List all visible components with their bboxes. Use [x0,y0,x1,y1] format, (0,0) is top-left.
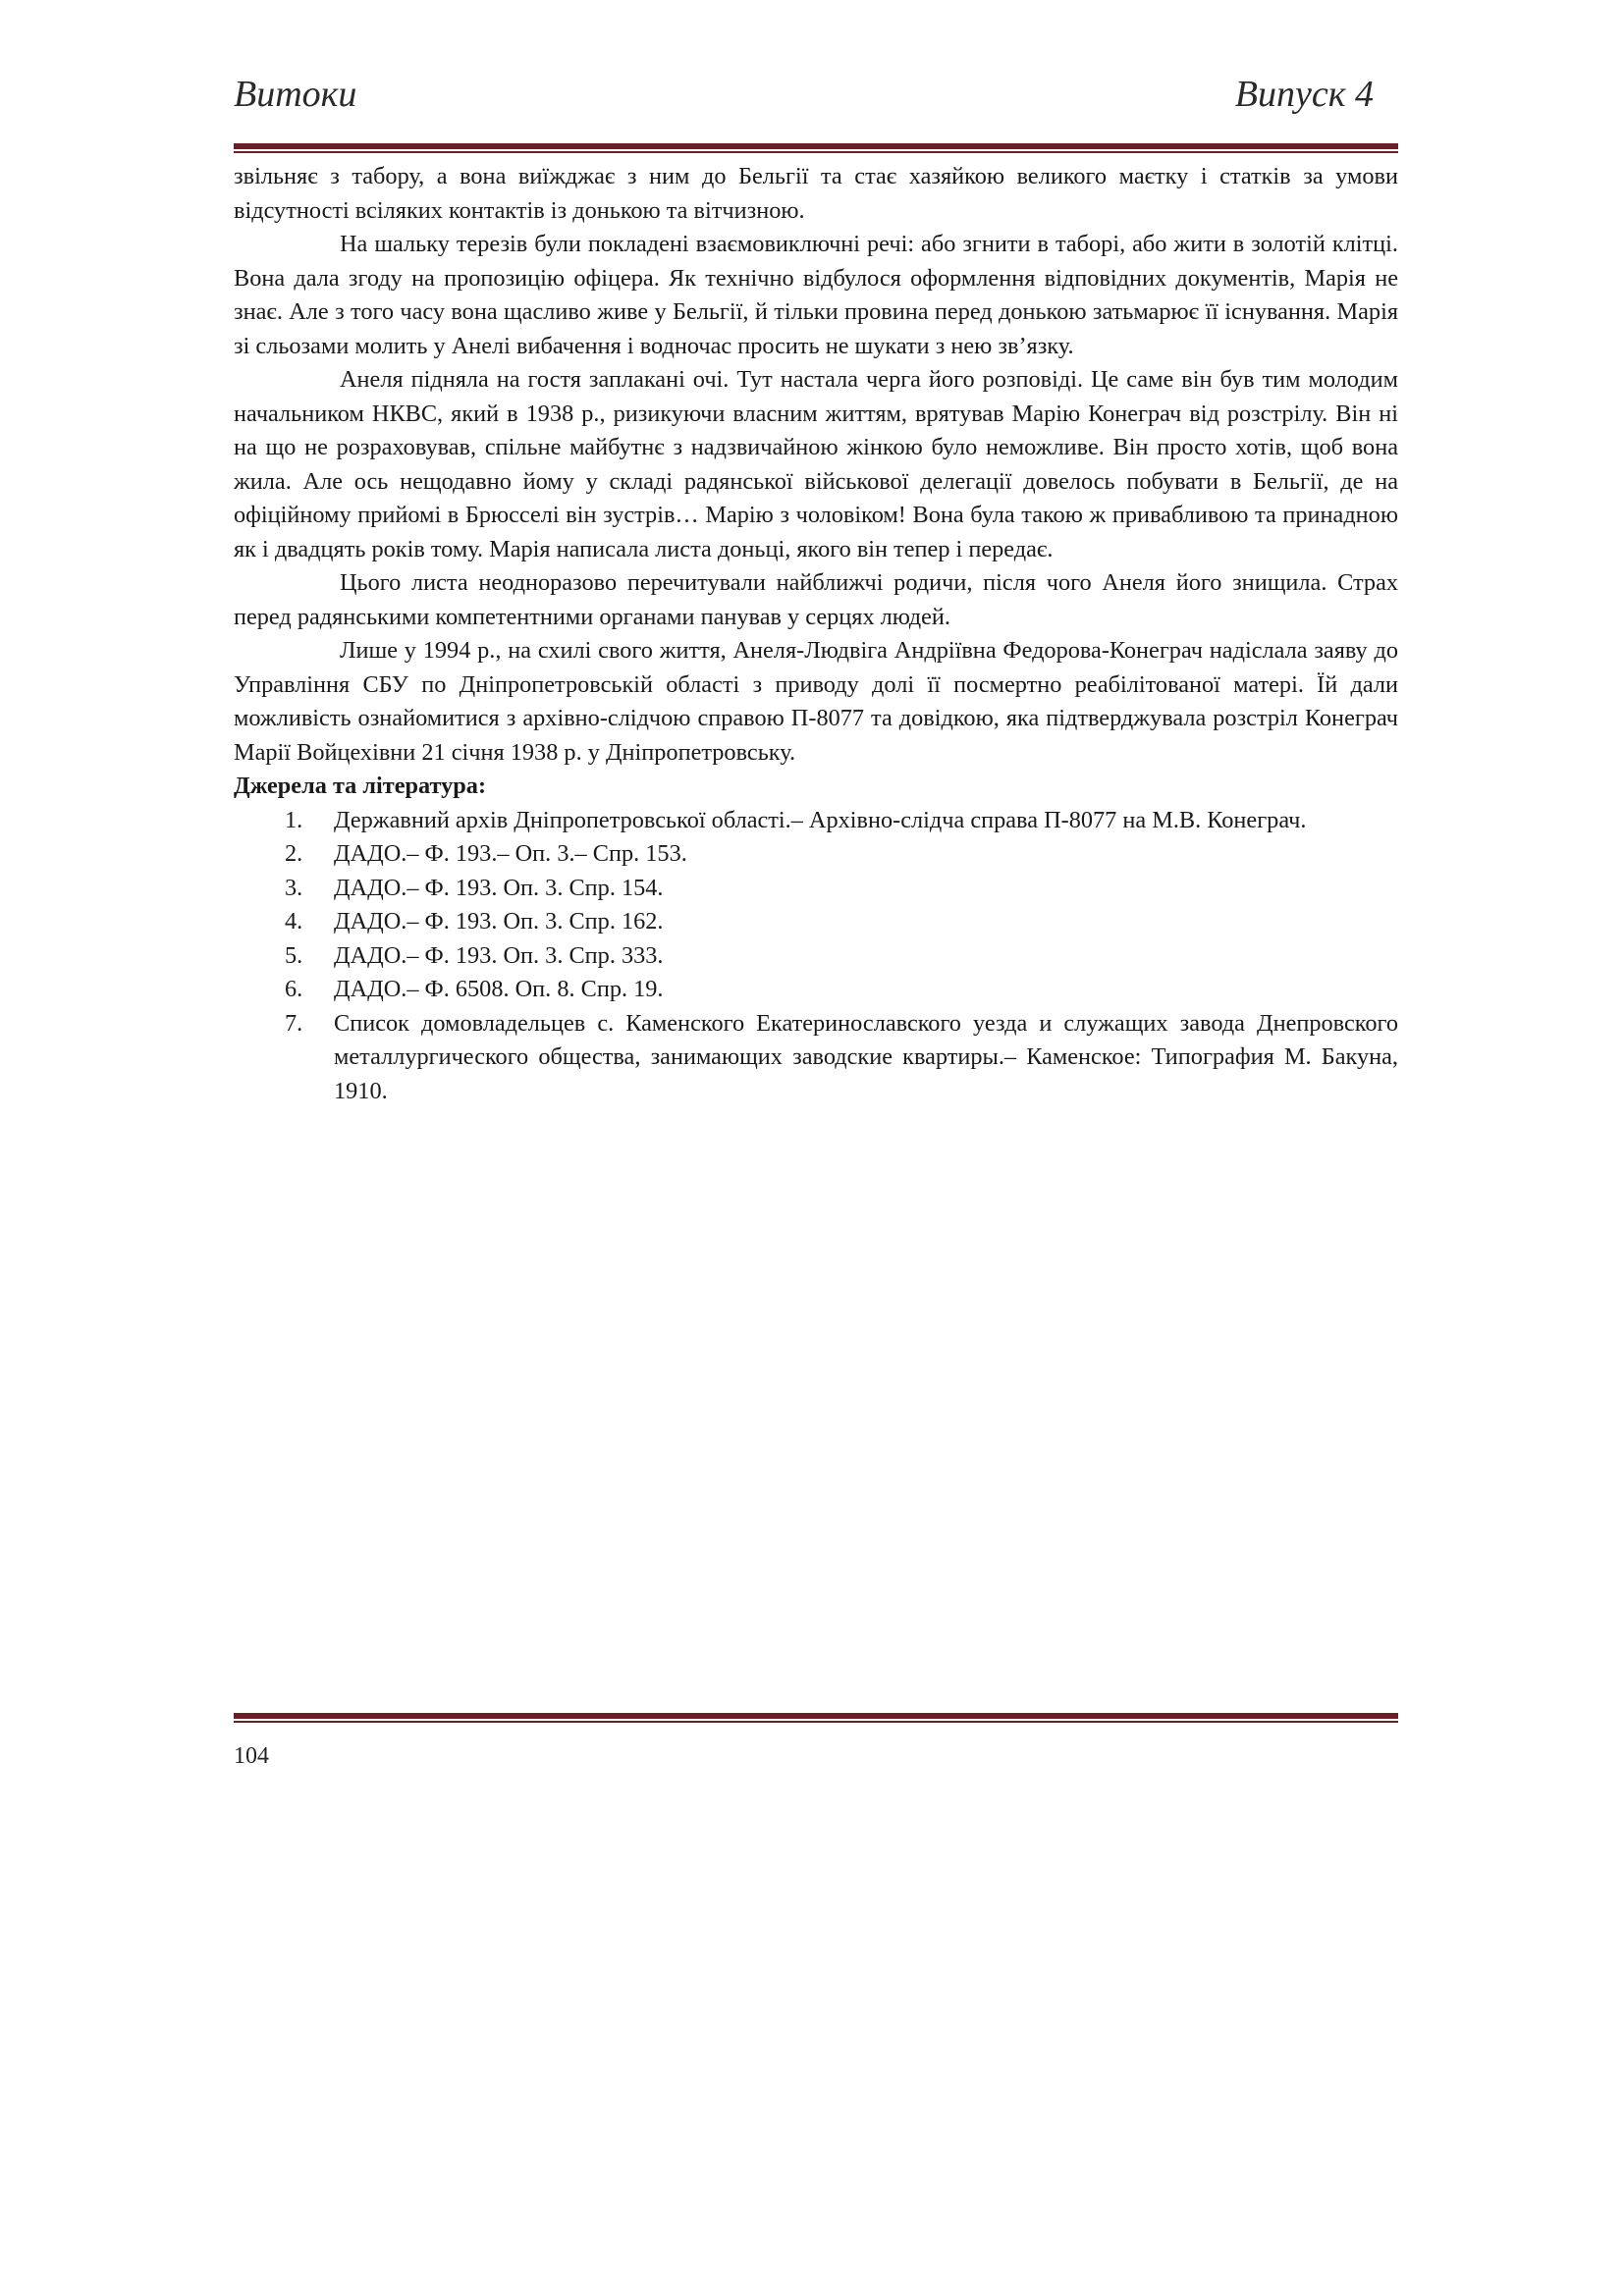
header-rule [234,143,1398,153]
article-body [234,160,1398,1108]
sources-heading: Джерела та література: [234,773,487,799]
source-item [234,1007,1398,1109]
source-number: 2. [285,840,303,867]
paragraph: звільняє з табору, а вона виїжджає з ним до Бельгії та стає хазяйкою великого маєтку і статків за умови відсутності всіляких контактів із донькою та вітчизною. [234,163,1398,224]
source-number: 3. [285,874,303,901]
issue-number: Випуск 4 [1234,74,1374,115]
source-text: Державний архів Дніпропетровської області.– Архівно-слідча справа П-8077 на М.В. Конеграч. [334,806,1307,833]
source-item [234,973,1398,1007]
source-item [234,872,1398,906]
page-number: 104 [234,1743,269,1769]
paragraph: Цього листа неодноразово перечитували найближчі родичи, після чого Анеля його знищила. Страх перед радянськими компетентними органами панував у серцях людей. [234,569,1398,630]
source-number: 4. [285,908,303,934]
source-number: 7. [285,1009,303,1037]
source-text: ДАДО.– Ф. 193.– Оп. 3.– Спр. 153. [334,840,687,867]
source-item [234,905,1398,939]
source-text: ДАДО.– Ф. 193. Оп. 3. Спр. 154. [334,874,664,901]
paragraph: На шальку терезів були покладені взаємовиключні речі: або згнити в таборі, або жити в золотій клітці. Вона дала згоду на пропозицію офіцера. Як технічно відбулося оформлення відповідних документів, Марія не знає. Але з того часу вона щасливо живе у Бельгії, й тільки провина перед донькою затьмарює її існування. Марія зі сльозами молить у Анелі вибачення і водночас просить не шукати з нею зв’язку. [234,231,1398,359]
source-text: ДАДО.– Ф. 193. Оп. 3. Спр. 333. [334,941,664,969]
source-number: 1. [285,806,303,833]
source-text: ДАДО.– Ф. 6508. Оп. 8. Спр. 19. [334,976,664,1002]
source-text: Список домовладельцев с. Каменского Екатеринославского уезда и служащих завода Днепровского металлургического общества, занимающих заводские квартиры.– Каменское: Типография М. Бакуна, 1910. [334,1009,1398,1104]
paragraph: Анеля підняла на гостя заплакані очі. Тут настала черга його розповіді. Це саме він був тим молодим начальником НКВС, який в 1938 р., ризикуючи власним життям, врятував Марію Конеграч від розстрілу. Він ні на що не розраховував, спільне майбутнє з надзвичайною жінкою було неможливе. Він просто хотів, щоб вона жила. Але ось нещодавно йому у складі радянської військової делегації довелось побувати в Бельгії, де на офіційному прийомі в Брюсселі він зустрів… Марію з чоловіком! Вона була такою ж привабливою та принадною як і двадцять років тому. Марія написала листа доньці, якого він тепер і передає. [234,366,1398,562]
source-number: 5. [285,941,303,969]
source-item [234,804,1398,838]
journal-title: Витоки [234,74,357,115]
footer-rule [234,1713,1398,1723]
source-item [234,939,1398,974]
sources-list [234,804,1398,1109]
source-text: ДАДО.– Ф. 193. Оп. 3. Спр. 162. [334,908,664,934]
paragraph: Лише у 1994 р., на схилі свого життя, Анеля-Людвіга Андріївна Федорова-Конеграч надіслала заяву до Управління СБУ по Дніпропетровській області з приводу долі її посмертно реабілітованої матері. Їй дали можливість ознайомитися з архівно-слідчою справою П-8077 та довідкою, яка підтверджувала розстріл Конеграч Марії Войцехівни 21 січня 1938 р. у Дніпропетровську. [234,637,1398,766]
source-number: 6. [285,976,303,1002]
source-item [234,837,1398,872]
